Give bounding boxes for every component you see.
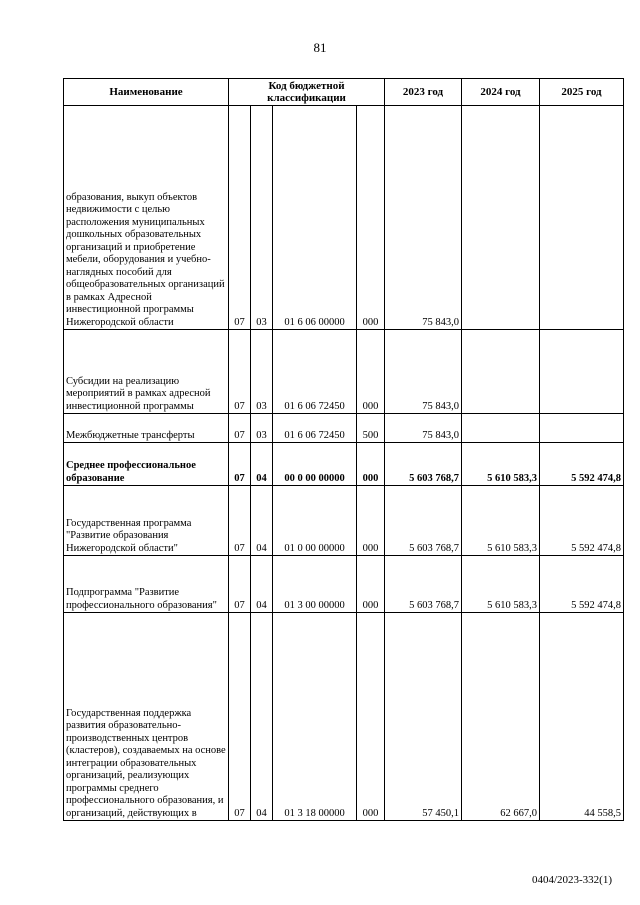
row-name: Межбюджетные трансферты [64, 414, 229, 443]
row-value-2024: 5 610 583,3 [462, 443, 540, 486]
table-row [64, 486, 624, 556]
document-code: 0404/2023-332(1) [531, 874, 612, 886]
row-name: Государственная поддержка развития образовательно-производственных центров (кластеров), создаваемых на основе интеграции образовательных организаций, реализующих программы среднего профессионального образования, и организаций, действующих в [64, 613, 229, 821]
row-section-code: 07 [229, 486, 251, 556]
row-section-code: 07 [229, 613, 251, 821]
row-section-code: 07 [229, 106, 251, 330]
row-value-2024: 5 610 583,3 [462, 556, 540, 613]
row-subsection-code: 04 [251, 443, 273, 486]
row-value-2024: 5 610 583,3 [462, 486, 540, 556]
row-value-2025: 5 592 474,8 [540, 556, 624, 613]
row-expense-type-code: 000 [357, 486, 385, 556]
row-value-2025: 5 592 474,8 [540, 443, 624, 486]
row-value-2024 [462, 414, 540, 443]
table-row [64, 330, 624, 414]
row-value-2025 [540, 414, 624, 443]
table-header-row [64, 79, 624, 106]
row-value-2025: 44 558,5 [540, 613, 624, 821]
row-subsection-code: 03 [251, 414, 273, 443]
row-subsection-code: 04 [251, 556, 273, 613]
row-expense-type-code: 500 [357, 414, 385, 443]
header-2023: 2023 год [385, 79, 462, 106]
header-name: Наименование [64, 79, 229, 106]
row-value-2025: 5 592 474,8 [540, 486, 624, 556]
row-subsection-code: 03 [251, 106, 273, 330]
row-section-code: 07 [229, 414, 251, 443]
row-target-code: 01 6 06 00000 [273, 106, 357, 330]
row-target-code: 01 6 06 72450 [273, 330, 357, 414]
row-expense-type-code: 000 [357, 613, 385, 821]
row-value-2023: 5 603 768,7 [385, 556, 462, 613]
row-target-code: 01 3 18 00000 [273, 613, 357, 821]
row-expense-type-code: 000 [357, 556, 385, 613]
page-number: 81 [313, 40, 327, 55]
row-value-2024 [462, 106, 540, 330]
row-subsection-code: 04 [251, 613, 273, 821]
row-expense-type-code: 000 [357, 443, 385, 486]
row-value-2024: 62 667,0 [462, 613, 540, 821]
budget-table [63, 78, 624, 821]
row-target-code: 01 3 00 00000 [273, 556, 357, 613]
row-value-2025 [540, 106, 624, 330]
row-subsection-code: 03 [251, 330, 273, 414]
row-value-2024 [462, 330, 540, 414]
row-name: Среднее профессиональное образование [64, 443, 229, 486]
table-row-section-total [64, 443, 624, 486]
row-value-2023: 75 843,0 [385, 330, 462, 414]
row-value-2023: 5 603 768,7 [385, 486, 462, 556]
header-2025: 2025 год [540, 79, 624, 106]
row-name: Подпрограмма "Развитие профессионального образования" [64, 556, 229, 613]
row-section-code: 07 [229, 330, 251, 414]
row-name: Субсидии на реализацию мероприятий в рамках адресной инвестиционной программы [64, 330, 229, 414]
row-value-2023: 75 843,0 [385, 106, 462, 330]
table-row [64, 556, 624, 613]
table-row [64, 613, 624, 821]
header-budget-code: Код бюджетной классификации [229, 79, 385, 106]
row-section-code: 07 [229, 443, 251, 486]
row-expense-type-code: 000 [357, 330, 385, 414]
row-target-code: 01 6 06 72450 [273, 414, 357, 443]
row-value-2025 [540, 330, 624, 414]
row-section-code: 07 [229, 556, 251, 613]
table-row [64, 414, 624, 443]
row-value-2023: 57 450,1 [385, 613, 462, 821]
row-value-2023: 75 843,0 [385, 414, 462, 443]
header-2024: 2024 год [462, 79, 540, 106]
table-row [64, 106, 624, 330]
row-target-code: 01 0 00 00000 [273, 486, 357, 556]
row-name: Государственная программа "Развитие образования Нижегородской области" [64, 486, 229, 556]
row-target-code: 00 0 00 00000 [273, 443, 357, 486]
row-expense-type-code: 000 [357, 106, 385, 330]
row-subsection-code: 04 [251, 486, 273, 556]
row-value-2023: 5 603 768,7 [385, 443, 462, 486]
row-name: образования, выкуп объектов недвижимости с целью расположения муниципальных дошкольных образовательных организаций и приобретение мебели, оборудования и учебно-наглядных пособий для общеобразовательных организаций в рамках Адресной инвестиционной программы Нижегородской области [64, 106, 229, 330]
